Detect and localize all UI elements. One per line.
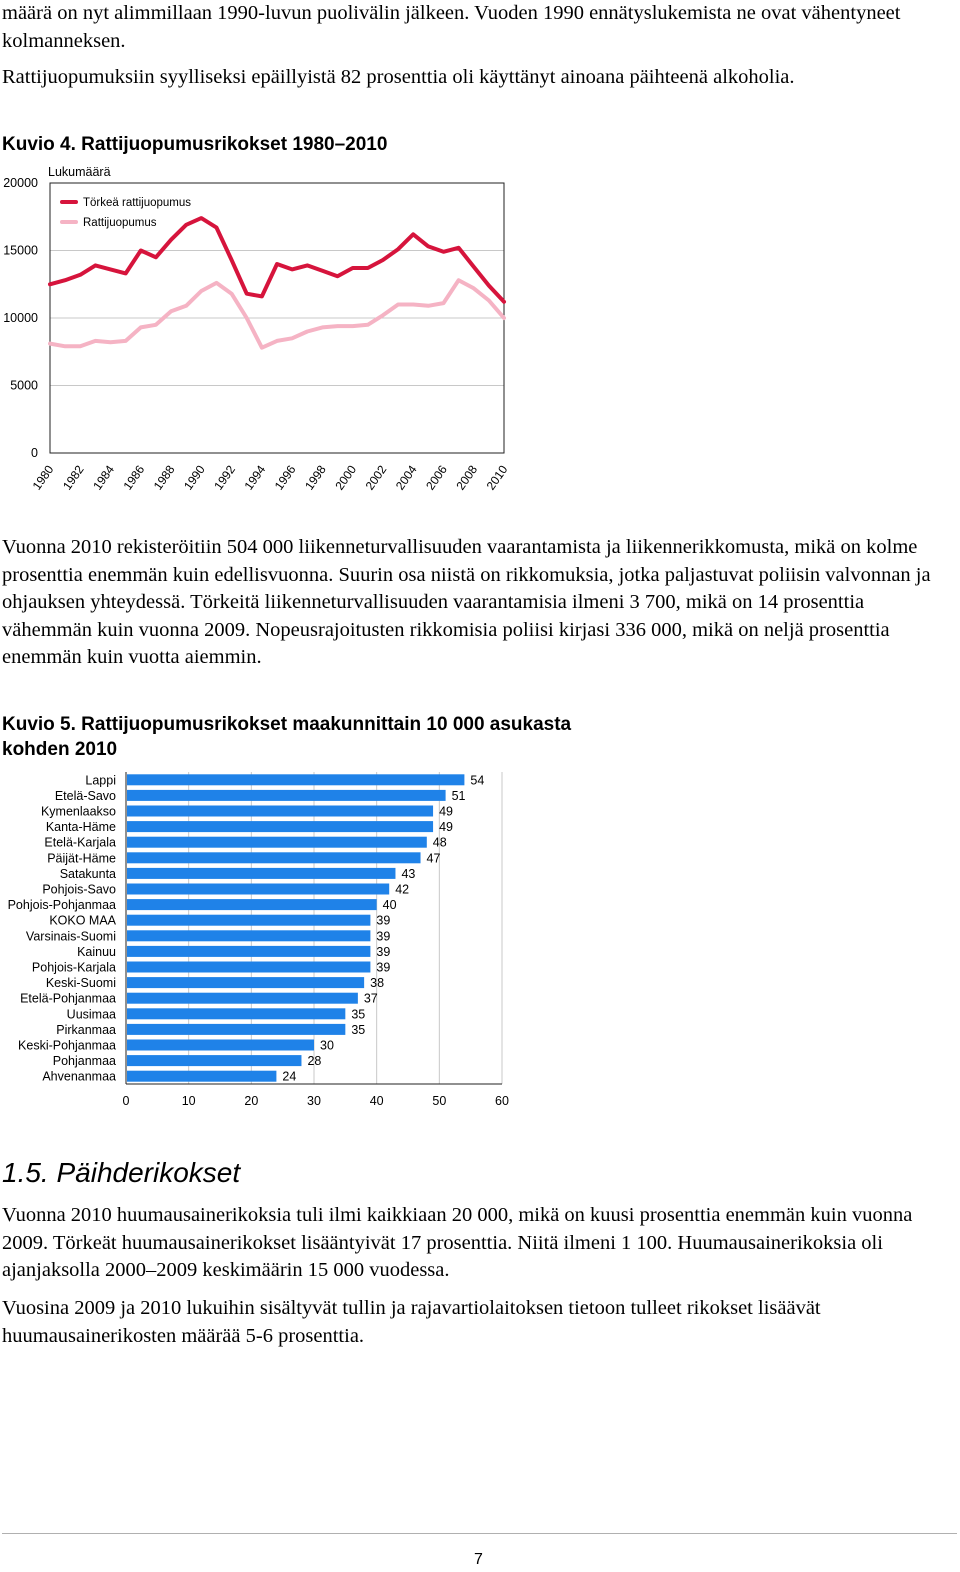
y-tick-label: 15000 <box>3 243 38 258</box>
section-text-1: Vuonna 2010 huumausainerikoksia tuli ilmi kaikkiaan 20 000, mikä on kuusi prosenttia enemmän kuin vuonna 2009. Törkeät huumausainerikokset lisääntyivät 17 prosenttia. Niitä ilmeni 1 100. Huumausainerikoksia oli ajanjaksolla 2000–2009 keskimäärin 15 000 vuodessa. <box>2 1204 913 1281</box>
category-label: Pohjois-Pohjanmaa <box>7 898 116 913</box>
series-line <box>50 280 504 348</box>
x-tick-label: 2008 <box>453 462 481 493</box>
category-label: Pirkanmaa <box>56 1022 116 1037</box>
category-label: Ahvenanmaa <box>42 1069 116 1084</box>
x-tick-label: 1982 <box>59 462 87 493</box>
bar <box>127 774 464 785</box>
value-label: 43 <box>401 866 416 881</box>
y-tick-labels <box>3 176 38 460</box>
x-tick-label: 20 <box>244 1094 259 1108</box>
bar <box>127 852 421 863</box>
footer-divider <box>2 1533 957 1534</box>
y-tick-label: 10000 <box>3 311 38 325</box>
value-label: 37 <box>363 991 378 1006</box>
bar <box>127 993 358 1004</box>
category-label: Kainuu <box>77 944 116 959</box>
bar <box>127 946 370 957</box>
category-label: Kymenlaakso <box>40 804 116 819</box>
x-tick-label: 40 <box>369 1094 384 1108</box>
category-label: KOKO MAA <box>49 913 116 928</box>
value-label: 24 <box>282 1069 297 1084</box>
bar <box>127 1071 276 1082</box>
x-tick-label: 2002 <box>362 462 390 493</box>
category-label: Pohjois-Karjala <box>31 960 116 975</box>
series-line <box>50 218 504 302</box>
value-label: 40 <box>382 898 397 913</box>
page-number: 7 <box>474 1551 483 1568</box>
bar <box>127 1024 345 1035</box>
value-label: 39 <box>376 913 391 928</box>
bar <box>127 977 364 988</box>
value-label: 39 <box>376 929 391 944</box>
category-label: Päijät-Häme <box>47 851 116 866</box>
bar <box>127 1055 301 1066</box>
chart-grid <box>189 772 502 1084</box>
x-tick-label: 60 <box>495 1094 509 1108</box>
value-label: 51 <box>451 788 466 803</box>
value-label: 49 <box>439 820 453 835</box>
x-tick-label: 50 <box>432 1094 447 1108</box>
y-tick-label: 5000 <box>10 378 38 393</box>
value-label: 48 <box>432 835 447 850</box>
x-tick-label: 1998 <box>302 462 329 493</box>
bar <box>127 899 377 910</box>
category-label: Satakunta <box>59 866 116 881</box>
x-tick-label: 1980 <box>29 462 57 493</box>
x-tick-label: 0 <box>122 1094 130 1108</box>
y-axis-label: Lukumäärä <box>48 165 111 179</box>
traffic-paragraph <box>2 534 958 672</box>
value-label: 38 <box>370 976 385 991</box>
value-label: 39 <box>376 960 391 975</box>
intro-text: määrä on nyt alimmillaan 1990-luvun puolivälin jälkeen. Vuoden 1990 ennätyslukemista ne ovat vähentyneet kolmanneksen. <box>2 2 901 52</box>
bar <box>127 868 395 879</box>
value-label: 30 <box>320 1038 334 1053</box>
intro-paragraph <box>2 0 958 55</box>
category-label: Etelä-Savo <box>54 788 116 803</box>
value-label: 28 <box>307 1054 322 1069</box>
category-label: Kanta-Häme <box>45 820 116 835</box>
bar <box>127 806 433 817</box>
x-tick-label: 1996 <box>271 462 299 493</box>
category-label: Etelä-Karjala <box>44 835 116 850</box>
figure4-caption: Kuvio 4. Rattijuopumusrikokset 1980–2010 <box>2 134 388 155</box>
bar <box>127 915 370 926</box>
x-tick-label: 1984 <box>90 462 117 493</box>
legend-label: Rattijuopumus <box>83 217 157 229</box>
category-label: Pohjanmaa <box>52 1054 116 1069</box>
bar <box>127 1008 345 1019</box>
category-label: Pohjois-Savo <box>42 882 116 897</box>
value-label: 42 <box>395 882 410 897</box>
traffic-text: Vuonna 2010 rekisteröitiin 504 000 liikenneturvallisuuden vaarantamista ja liikennerikkomusta, mikä on kolme prosenttia enemmän kuin edellisvuonna. Suurin osa niistä on rikkomuksia, jotka paljastuvat poliisin valvonnan ja ohjauksen yhteydessä. Törkeitä liikenneturvallisuuden vaarantamisia ilmeni 3 700, mikä on 14 prosenttia vähemmän kuin vuonna 2009. Nopeusrajoitusten rikkomisia poliisi kirjasi 336 000, mikä on neljä prosenttia enemmän kuin vuotta aiemmin. <box>2 536 931 668</box>
value-label: 39 <box>376 944 391 959</box>
section-paragraph-2 <box>2 1295 958 1350</box>
category-label: Varsinais-Suomi <box>25 929 116 944</box>
x-tick-label: 2006 <box>423 462 450 493</box>
intro-paragraph-2 <box>2 64 958 92</box>
x-tick-label: 30 <box>307 1094 321 1108</box>
chart-series <box>50 218 504 348</box>
x-tick-label: 1986 <box>120 462 148 493</box>
value-label: 35 <box>351 1022 366 1037</box>
x-tick-label: 2004 <box>392 462 420 493</box>
legend-label: Törkeä rattijuopumus <box>83 197 192 209</box>
chart-bars <box>127 774 464 1081</box>
x-tick-label: 10 <box>181 1094 196 1108</box>
bar <box>127 884 389 895</box>
bar <box>127 837 427 848</box>
bar <box>127 962 370 973</box>
x-tick-labels <box>123 1094 509 1108</box>
y-tick-label: 20000 <box>3 176 38 190</box>
intro-text-2: Rattijuopumuksiin syylliseksi epäillyistä 82 prosenttia oli käyttänyt ainoana päihteenä alkoholia. <box>2 66 795 88</box>
x-tick-label: 1988 <box>150 462 178 493</box>
value-label: 47 <box>426 851 441 866</box>
section-heading: 1.5. Päihderikokset <box>2 1157 241 1188</box>
figure5-caption: Kuvio 5. Rattijuopumusrikokset maakunnittain 10 000 asukasta kohden 2010 <box>2 714 572 760</box>
x-tick-label: 2010 <box>483 462 511 493</box>
category-label: Uusimaa <box>66 1007 116 1022</box>
value-label: 35 <box>351 1007 366 1022</box>
chart-legend <box>62 197 191 229</box>
category-label: Lappi <box>85 773 116 788</box>
section-text-2: Vuosina 2009 ja 2010 lukuihin sisältyvät tullin ja rajavartiolaitoksen tietoon tulleet rikokset lisäävät huumausainerikosten määrää 5-6 prosenttia. <box>2 1297 821 1347</box>
value-label: 54 <box>470 773 485 788</box>
line-chart <box>0 160 520 500</box>
bar <box>127 930 370 941</box>
y-tick-label: 0 <box>31 446 38 460</box>
section-paragraph-1 <box>2 1202 958 1285</box>
category-labels <box>8 773 117 1083</box>
x-tick-label: 1990 <box>181 462 208 493</box>
bar <box>127 821 433 832</box>
bar-chart <box>0 766 520 1116</box>
x-tick-label: 1994 <box>241 462 269 493</box>
x-tick-label: 1992 <box>211 462 239 493</box>
category-label: Keski-Suomi <box>45 976 116 991</box>
value-labels <box>282 773 484 1083</box>
bar <box>127 1040 314 1051</box>
value-label: 49 <box>439 804 453 819</box>
x-tick-labels <box>30 462 511 492</box>
category-label: Keski-Pohjanmaa <box>18 1038 116 1053</box>
x-tick-label: 2000 <box>332 462 360 493</box>
bar <box>127 790 446 801</box>
category-label: Etelä-Pohjanmaa <box>20 991 116 1006</box>
